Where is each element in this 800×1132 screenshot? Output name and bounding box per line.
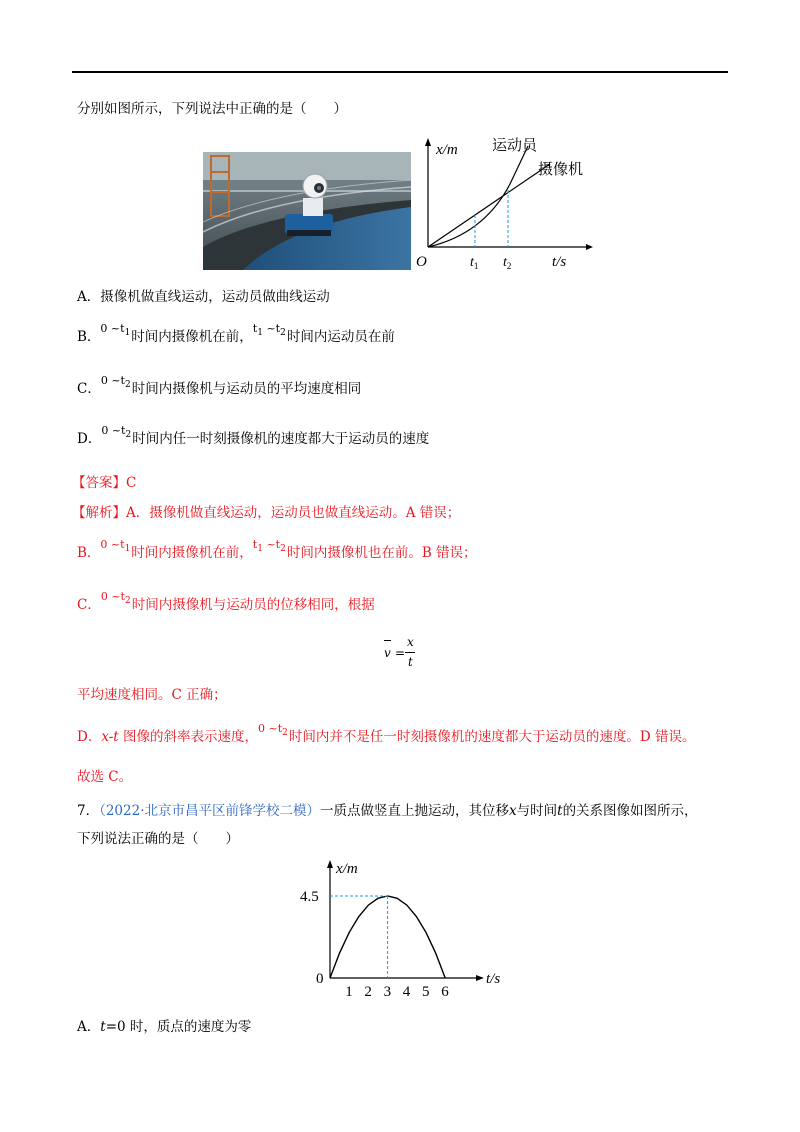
time-range: 0 ~t2: [100, 590, 131, 606]
q7-stem-line1: [77, 802, 698, 820]
q7-var-t: t: [557, 803, 563, 819]
q7-text: 下列说法正确的是（ ）: [77, 831, 239, 847]
time-range: t1 ~t2: [252, 538, 286, 554]
formula-equals: =: [395, 646, 406, 660]
time-range: 0 ~t2: [101, 424, 132, 440]
q7-option-a[interactable]: [77, 1018, 251, 1036]
q7-text: 一质点做竖直上抛运动，其位移: [320, 803, 509, 819]
q7-origin-label: 0: [316, 971, 324, 987]
formula-v-bar: v: [384, 646, 391, 660]
q7-text: 与时间: [516, 803, 558, 819]
analysis-text: 时间内摄像机在前，: [131, 545, 253, 561]
q6-xt-graph: [414, 134, 596, 274]
q7-tick-label-t: 4: [402, 984, 411, 1000]
formula-fraction-line: [405, 652, 415, 653]
analysis-text: 平均速度相同。C 正确；: [77, 687, 227, 703]
analysis-text: 图像的斜率表示速度，: [118, 729, 258, 745]
option-text: 摄像机做直线运动，运动员做曲线运动: [100, 289, 330, 305]
q7-number: 7．: [77, 803, 100, 819]
formula-bar: [384, 640, 391, 641]
q6-x-axis-arrow: [425, 138, 431, 146]
q6-camera-line: [428, 164, 550, 247]
camera-rail-photo-drawing: [203, 152, 411, 270]
q6-analysis-conclusion: [77, 768, 132, 786]
q7-x-axis-arrow: [327, 860, 333, 868]
q6-origin-label: O: [416, 254, 427, 270]
q7-tick-label-t: 1: [345, 984, 353, 1000]
average-velocity-formula: [384, 634, 424, 670]
q6-analysis-a: [72, 504, 460, 522]
q7-tick-label-t: 3: [383, 984, 392, 1000]
option-text: =0 时，质点的速度为零: [105, 1019, 252, 1035]
formula-numerator: x: [407, 635, 414, 649]
analysis-text: 时间内并不是任一时刻摄像机的速度都大于运动员的速度。D 错误。: [288, 729, 696, 745]
q6-analysis-b: [77, 538, 477, 567]
q7-tick-label-t: 2: [364, 984, 372, 1000]
analysis-text: 时间内摄像机也在前。B 错误；: [286, 545, 477, 561]
time-range: 0 ~t2: [100, 374, 131, 390]
q7-text: 的关系图像如图所示，: [562, 803, 698, 819]
option-letter: D．: [77, 431, 102, 447]
q6-option-c[interactable]: [77, 374, 362, 403]
option-text: 时间内摄像机与运动员的平均速度相同: [131, 381, 362, 397]
answer-label: 【答案】: [72, 475, 126, 491]
time-range: 0 ~t1: [100, 322, 131, 338]
q7-tick-label-t: 5: [422, 984, 430, 1000]
q6-stem: [77, 100, 347, 118]
header-rule: [72, 71, 728, 73]
analysis-text: A．摄像机做直线运动，运动员也做直线运动。A 错误；: [126, 505, 461, 521]
q7-tick-label-x: 4.5: [300, 889, 319, 905]
option-letter: B．: [77, 545, 101, 561]
q6-analysis-c: [77, 590, 375, 619]
q7-stem-line2: [77, 830, 239, 848]
q6-athlete-curve: [428, 146, 528, 247]
option-letter: A．: [77, 1019, 101, 1035]
q7-xt-chart: [290, 852, 520, 1002]
q7-source: （2022·北京市昌平区前锋学校二模）: [99, 803, 320, 819]
option-letter: B．: [77, 329, 101, 345]
option-letter: A．: [77, 289, 101, 305]
formula-denominator: t: [408, 655, 413, 669]
time-range: 0 ~t2: [258, 722, 288, 738]
option-text: 时间内摄像机在前，: [131, 329, 253, 345]
q6-analysis-c-conclusion: [77, 686, 227, 704]
q6-t2-label: $t_2$: [503, 255, 512, 271]
analysis-text: 故选 C。: [77, 769, 133, 785]
q6-t1-label: $t_1$: [470, 255, 479, 271]
time-range: t1 ~t2: [252, 322, 286, 338]
camera-rail-photo: [203, 152, 411, 270]
q7-var-x: x: [509, 803, 517, 819]
analysis-var: x-t: [101, 729, 119, 745]
q7-x-axis-label: t/s: [486, 971, 501, 987]
q6-athlete-label: 运动员: [492, 136, 538, 154]
q6-answer: [72, 474, 136, 492]
answer-value: C: [126, 475, 137, 491]
analysis-label: 【解析】: [72, 505, 126, 521]
q6-camera-label: 摄像机: [538, 160, 584, 178]
q6-stem-text: 分别如图所示，下列说法中正确的是（ ）: [77, 101, 347, 117]
option-text: 时间内运动员在前: [286, 329, 395, 345]
q6-analysis-d: [77, 722, 696, 751]
q6-y-axis-label: x/m: [436, 142, 458, 158]
option-var: t: [100, 1019, 106, 1035]
q6-option-b[interactable]: [77, 322, 395, 351]
q6-option-a[interactable]: [77, 288, 330, 306]
time-range: 0 ~t1: [100, 538, 131, 554]
q7-tick-label-t: 6: [441, 984, 449, 1000]
q6-x-axis-label: t/s: [552, 254, 567, 270]
option-letter: C．: [77, 381, 101, 397]
analysis-text: 时间内摄像机与运动员的位移相同，根据: [131, 597, 375, 613]
q6-option-d[interactable]: [77, 424, 430, 453]
option-letter: C．: [77, 597, 101, 613]
option-letter: D．: [77, 729, 102, 745]
q6-t-axis-arrow: [586, 244, 593, 250]
q7-t-axis-arrow: [476, 975, 484, 981]
option-text: 时间内任一时刻摄像机的速度都大于运动员的速度: [132, 431, 430, 447]
q7-y-axis-label: x/m: [336, 861, 358, 877]
